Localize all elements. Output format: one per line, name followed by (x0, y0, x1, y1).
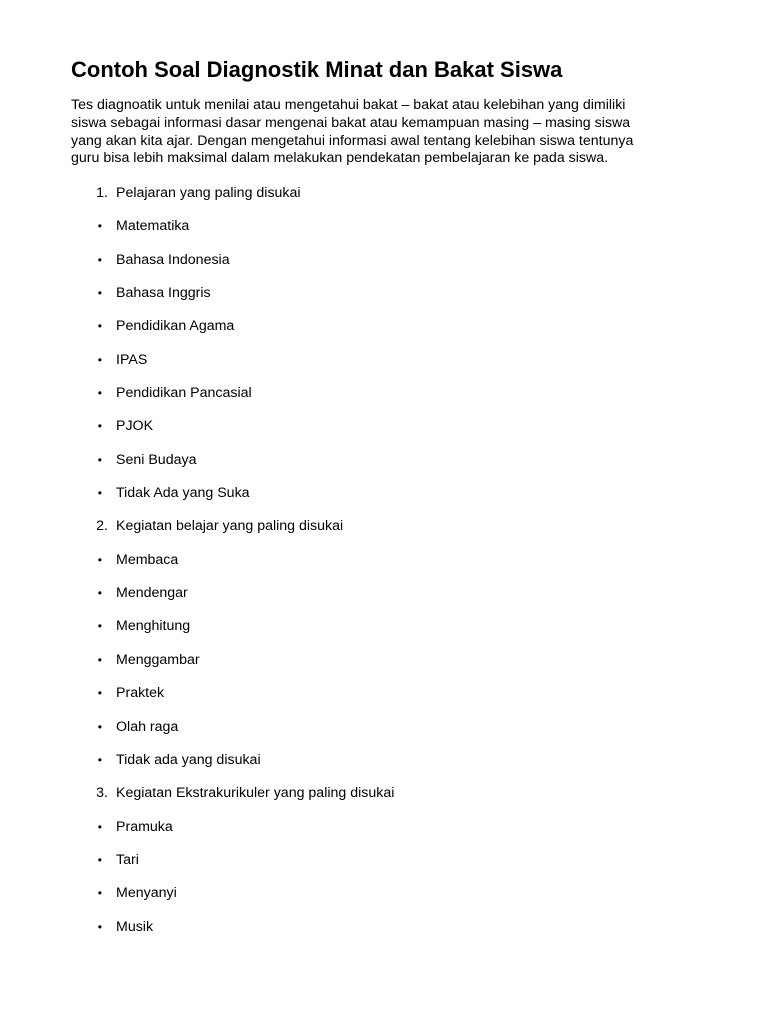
bullet-icon: • (97, 219, 102, 234)
bullet-icon: • (97, 419, 102, 434)
option-text: Matematika (116, 218, 190, 235)
option-text: Menyanyi (116, 885, 177, 902)
question-text: Kegiatan belajar yang paling disukai (116, 518, 344, 535)
intro-line: siswa sebagai informasi dasar mengenai bakat atau kemampuan masing – masing siswa (71, 114, 631, 131)
option-text: Olah raga (116, 718, 179, 735)
bullet-icon: • (97, 552, 102, 567)
option-text: Pendidikan Agama (116, 318, 235, 335)
question-text: Kegiatan Ekstrakurikuler yang paling disukai (116, 785, 395, 802)
list-number: 1. (96, 185, 108, 201)
bullet-icon: • (97, 686, 102, 701)
list-item (0, 213, 768, 246)
option-text: Tari (116, 851, 139, 868)
list-item (0, 280, 768, 313)
bullet-icon: • (97, 586, 102, 601)
option-text: Mendengar (116, 585, 188, 602)
question-text: Pelajaran yang paling disukai (116, 185, 301, 201)
bullet-icon: • (97, 886, 102, 901)
question-list (0, 180, 768, 947)
list-item (0, 313, 768, 346)
list-number: 2. (96, 518, 108, 535)
list-item (0, 880, 768, 913)
bullet-icon: • (97, 319, 102, 334)
question-item (0, 180, 768, 213)
intro-line: Tes diagnoatik untuk menilai atau mengetahui bakat – bakat atau kelebihan yang dimiliki (71, 97, 626, 113)
option-text: Tidak ada yang disukai (116, 751, 261, 768)
bullet-icon: • (97, 286, 102, 301)
list-item (0, 547, 768, 580)
list-item (0, 580, 768, 613)
list-item (0, 747, 768, 780)
option-text: IPAS (116, 351, 148, 368)
option-text: Tidak Ada yang Suka (116, 485, 250, 502)
page-title: Contoh Soal Diagnostik Minat dan Bakat Siswa (71, 57, 563, 82)
question-item (0, 513, 768, 546)
intro-line: guru bisa lebih maksimal dalam melakukan pendekatan pembelajaran ke pada siswa. (71, 150, 609, 167)
intro-line: yang akan kita ajar. Dengan mengetahui informasi awal tentang kelebihan siswa tentunya (71, 132, 634, 149)
list-item (0, 480, 768, 513)
list-item (0, 847, 768, 880)
bullet-icon: • (97, 619, 102, 634)
bullet-icon: • (97, 719, 102, 734)
bullet-icon: • (97, 486, 102, 501)
option-text: Musik (116, 918, 154, 935)
list-item (0, 647, 768, 680)
bullet-icon: • (97, 752, 102, 767)
list-item (0, 413, 768, 446)
option-text: Membaca (116, 551, 179, 568)
list-item (0, 914, 768, 947)
list-item (0, 347, 768, 380)
bullet-icon: • (97, 352, 102, 367)
list-item (0, 814, 768, 847)
option-text: Pramuka (116, 818, 173, 835)
list-item (0, 613, 768, 646)
bullet-icon: • (97, 386, 102, 401)
option-text: Menggambar (116, 651, 200, 668)
list-item (0, 247, 768, 280)
list-item (0, 714, 768, 747)
bullet-icon: • (97, 452, 102, 467)
bullet-icon: • (97, 652, 102, 667)
option-text: Pendidikan Pancasial (116, 385, 252, 402)
option-text: Seni Budaya (116, 451, 197, 468)
option-text: Bahasa Inggris (116, 285, 211, 302)
option-text: Praktek (116, 685, 165, 702)
bullet-icon: • (97, 252, 102, 267)
list-item (0, 680, 768, 713)
option-text: Bahasa Indonesia (116, 251, 230, 268)
option-text: PJOK (116, 418, 154, 435)
list-item (0, 380, 768, 413)
intro-paragraph (71, 97, 701, 168)
bullet-icon: • (97, 852, 102, 867)
list-number: 3. (96, 785, 108, 802)
bullet-icon: • (97, 919, 102, 934)
question-item (0, 780, 768, 813)
list-item (0, 447, 768, 480)
option-text: Menghitung (116, 618, 191, 635)
bullet-icon: • (97, 819, 102, 834)
